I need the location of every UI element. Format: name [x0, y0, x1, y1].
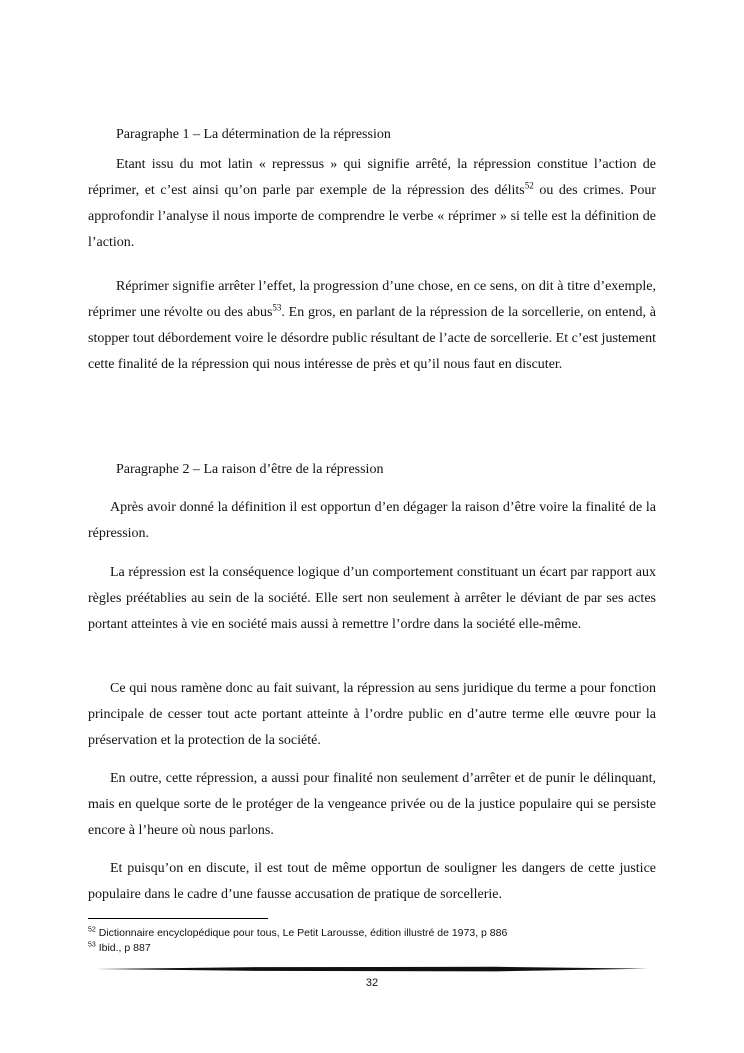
footnote-52: [88, 927, 507, 940]
section-2-heading: Paragraphe 2 – La raison d’être de la répression: [116, 462, 384, 477]
section-1-heading: Paragraphe 1 – La détermination de la répression: [116, 127, 391, 142]
section-1-paragraph-2: [88, 274, 656, 378]
footnote-text: Dictionnaire encyclopédique pour tous, Le Petit Larousse, édition illustré de 1973, p 886: [95, 927, 508, 939]
section-2-paragraph-4: En outre, cette répression, a aussi pour finalité non seulement d’arrêter et de punir le délinquant, mais en quelque sorte de le protéger de la vengeance privée ou de la justice populaire qui se persiste encore à l’heure où nous parlons.: [88, 771, 656, 838]
page-number: 32: [365, 977, 379, 989]
section-2-paragraph-3: Ce qui nous ramène donc au fait suivant, la répression au sens juridique du terme a pour fonction principale de cesser tout acte portant atteinte à l’ordre public en d’autre terme elle œuvre pour la préservation et la protection de la société.: [88, 681, 656, 748]
footnote-number: 53: [88, 941, 96, 949]
paragraph-text: . En gros, en parlant de la répression de la sorcellerie, on entend, à stopper tout débordement voire le désordre public résultant de l’acte de sorcellerie. Et c’est justement cette finalité de la répression qui nous intéresse de près et qu’il nous faut en discuter.: [88, 305, 656, 372]
footnote-number: 52: [88, 926, 96, 934]
paragraph-text: Etant issu du mot latin « repressus » qui signifie arrêté, la répression constitue l’action de réprimer, et c’est ainsi qu’on parle par exemple de la répression des délits: [88, 157, 656, 198]
paragraph-text: Réprimer signifie arrêter l’effet, la progression d’une chose, en ce sens, on dit à titre d’exemple, réprimer une révolte ou des abus: [88, 279, 656, 320]
section-1-paragraph-1: [88, 152, 656, 256]
paragraph-text: ou des crimes. Pour approfondir l’analyse il nous importe de comprendre le verbe « réprimer » si telle est la définition de l’action.: [88, 183, 656, 250]
footnote-ref-53[interactable]: 53: [272, 302, 282, 313]
footnote-53: [88, 942, 151, 955]
section-2-paragraph-1: Après avoir donné la définition il est opportun d’en dégager la raison d’être voire la finalité de la répression.: [88, 500, 656, 541]
section-2-paragraph-2: La répression est la conséquence logique d’un comportement constituant un écart par rapport aux règles préétablies au sein de la société. Elle sert non seulement à arrêter le déviant de par ses actes portant atteintes à vie en société mais aussi à remettre l’ordre dans la société elle-même.: [88, 565, 656, 632]
footer-divider: [96, 964, 648, 974]
footnote-ref-52[interactable]: 52: [524, 180, 534, 191]
section-2-paragraph-5: Et puisqu’on en discute, il est tout de même opportun de souligner les dangers de cette justice populaire dans le cadre d’une fausse accusation de pratique de sorcellerie.: [88, 861, 656, 902]
footnote-text: Ibid., p 887: [95, 942, 151, 954]
footnote-separator: [88, 918, 268, 919]
